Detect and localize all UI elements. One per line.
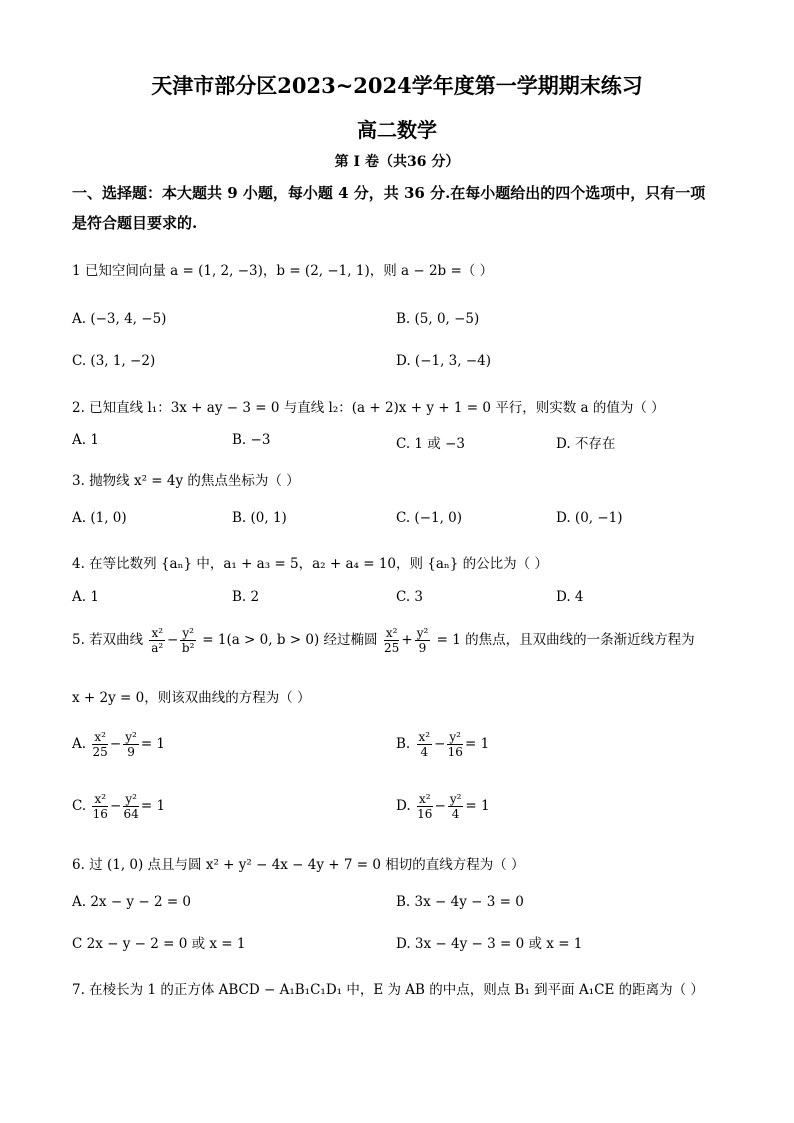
q5-hyperbola-x-frac — [149, 626, 165, 655]
q1-option-b: B. (5, 0, −5) — [396, 311, 480, 327]
q5-option-a — [72, 730, 165, 759]
question-1-stem: 1 已知空间向量 a = (1, 2, −3)，b = (2, −1, 1)，则 a − 2b =（ ） — [72, 263, 494, 279]
q3-option-b: B. (0, 1) — [232, 510, 287, 526]
equals-one: = 1 — [140, 736, 166, 752]
question-4-stem: 4. 在等比数列 {aₙ} 中，a₁ + a₃ = 5，a₂ + a₄ = 10，则 {aₙ} 的公比为（ ） — [72, 556, 548, 572]
q4-option-c: C. 3 — [396, 589, 424, 605]
subject-title: 高二数学 — [357, 118, 437, 142]
frac-num: y² — [416, 626, 429, 640]
question-5-stem-line2: x + 2y = 0，则该双曲线的方程为（ ） — [72, 690, 311, 706]
q5-option-d — [396, 792, 490, 821]
frac — [123, 792, 139, 821]
q5-ellipse-y-frac — [415, 626, 431, 655]
q2-option-d: D. 不存在 — [556, 436, 616, 452]
frac-num: y² — [182, 626, 194, 640]
q6-option-b: B. 3x − 4y − 3 = 0 — [396, 894, 524, 910]
q5-ellipse-x-frac — [384, 626, 400, 655]
q3-option-c: C. (−1, 0) — [396, 510, 463, 526]
volume-title: 第 I 卷（共36 分） — [334, 154, 460, 170]
frac-den: 25 — [383, 641, 400, 655]
frac-den: 4 — [420, 745, 429, 759]
frac — [123, 730, 139, 759]
frac-den: 16 — [417, 807, 433, 821]
option-letter: A. — [72, 736, 87, 752]
q1-option-c: C. (3, 1, −2) — [72, 353, 156, 369]
frac-num: x² — [418, 792, 431, 806]
equals-one: = 1 — [465, 798, 490, 814]
question-2-stem: 2. 已知直线 l₁：3x + ay − 3 = 0 与直线 l₂：(a + 2)x + y + 1 = 0 平行，则实数 a 的值为（ ） — [72, 400, 665, 416]
q5-option-c — [72, 792, 165, 821]
frac — [417, 792, 433, 821]
frac-num: x² — [94, 730, 106, 744]
frac-num: y² — [449, 792, 462, 806]
frac-num: y² — [125, 792, 137, 806]
frac-num: y² — [125, 730, 137, 744]
q6-option-c: C 2x − y − 2 = 0 或 x = 1 — [72, 936, 246, 952]
minus-sign: − — [167, 632, 179, 648]
frac-num: y² — [449, 730, 461, 744]
frac — [448, 792, 464, 821]
frac-num: x² — [418, 730, 431, 744]
frac-den: 9 — [418, 641, 427, 655]
minus-sign: − — [434, 798, 446, 814]
frac — [92, 730, 108, 759]
q6-option-a: A. 2x − y − 2 = 0 — [72, 894, 192, 910]
frac-num: x² — [385, 626, 398, 640]
question-5-stem — [72, 626, 732, 655]
question-6-stem: 6. 过 (1, 0) 点且与圆 x² + y² − 4x − 4y + 7 = 0 相切的直线方程为（ ） — [72, 857, 525, 873]
frac-den: 9 — [127, 745, 135, 759]
frac-num: x² — [151, 626, 164, 640]
section-line-2: 是符合题目要求的. — [72, 214, 198, 232]
frac-den: 25 — [92, 745, 108, 759]
option-letter: C. — [72, 798, 87, 814]
frac-num: x² — [94, 792, 107, 806]
option-letter: B. — [396, 736, 411, 752]
exam-title: 天津市部分区2023~2024学年度第一学期期末练习 — [151, 73, 643, 98]
q5-stem-part-c: = 1 的焦点，且双曲线的一条渐近线方程为 — [436, 632, 695, 648]
frac-den: a² — [151, 641, 164, 655]
q5-option-b — [396, 730, 489, 759]
frac — [447, 730, 463, 759]
q5-hyperbola-y-frac — [180, 626, 196, 655]
q2-option-c: C. 1 或 −3 — [396, 436, 466, 452]
option-letter: D. — [396, 798, 411, 814]
equals-one: = 1 — [140, 798, 166, 814]
q4-option-a: A. 1 — [72, 589, 99, 605]
minus-sign: − — [110, 798, 122, 814]
question-7-stem: 7. 在棱长为 1 的正方体 ABCD − A₁B₁C₁D₁ 中，E 为 AB 的中点，则点 B₁ 到平面 A₁CE 的距离为（ ） — [72, 982, 704, 998]
q4-option-d: D. 4 — [556, 589, 584, 605]
frac-den: 4 — [451, 807, 460, 821]
equals-one: = 1 — [465, 736, 490, 752]
q1-option-a: A. (−3, 4, −5) — [72, 311, 167, 327]
frac-den: 16 — [92, 807, 108, 821]
q3-option-a: A. (1, 0) — [72, 510, 127, 526]
q2-option-a: A. 1 — [72, 432, 99, 448]
frac-den: 16 — [447, 745, 463, 759]
q2-option-b: B. −3 — [232, 432, 271, 448]
q5-stem-part-a: 5. 若双曲线 — [72, 632, 144, 648]
q3-option-d: D. (0, −1) — [556, 510, 623, 526]
plus-sign: + — [401, 632, 413, 648]
minus-sign: − — [434, 736, 446, 752]
frac — [92, 792, 108, 821]
frac-den: 64 — [123, 807, 139, 821]
minus-sign: − — [109, 736, 122, 752]
q4-option-b: B. 2 — [232, 589, 260, 605]
frac — [417, 730, 433, 759]
section-line-1: 一、选择题：本大题共 9 小题，每小题 4 分，共 36 分.在每小题给出的四个选项中，只有一项 — [72, 184, 706, 202]
section-instructions — [72, 178, 732, 238]
q5-stem-part-b: = 1(a > 0, b > 0) 经过椭圆 — [202, 632, 378, 648]
question-3-stem: 3. 抛物线 x² = 4y 的焦点坐标为（ ） — [72, 473, 300, 489]
q1-option-d: D. (−1, 3, −4) — [396, 353, 492, 369]
q6-option-d: D. 3x − 4y − 3 = 0 或 x = 1 — [396, 936, 583, 952]
frac-den: b² — [181, 641, 195, 655]
